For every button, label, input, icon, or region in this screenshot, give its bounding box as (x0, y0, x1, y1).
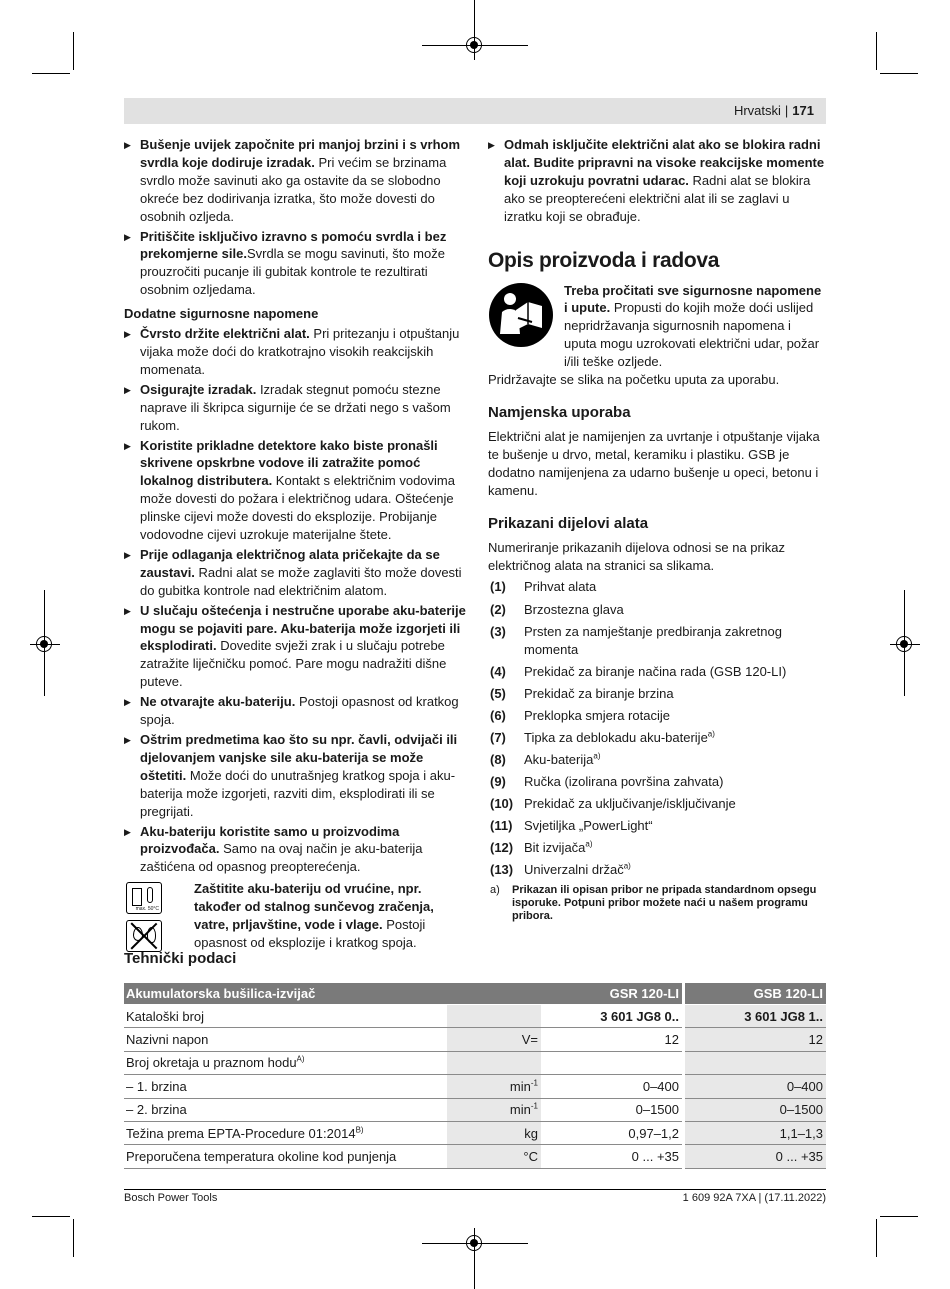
bullet-text: Može doći do unutrašnjeg kratkog spoja i aku-baterija može izgorjeti, razviti dim, eksplodirati ili se pregrijati. (140, 767, 456, 819)
list-item: (2) Brzostezna glava (490, 601, 624, 617)
note-bold: Treba pročitati sve sigurnosne napomene i upute. (564, 282, 822, 316)
footnote-text: Prikazan ili opisan pribor ne pripada standardnom opsegu isporuke. Potpuni pribor možete naći u našem programu pribora. (512, 883, 817, 923)
bullet-item (124, 546, 466, 600)
list-item: (12) Bit izvijača$^{a)}$ (490, 840, 593, 856)
print-mark-bottom-right-v (876, 1219, 877, 1257)
bullet-bold: Aku-bateriju koristite samo u proizvodima proizvođača. (140, 823, 400, 857)
table-row: Težina prema EPTA-Procedure $01:2014^{B)}$ kg 0,97–1,2 1,1–1,3 (124, 1121, 826, 1144)
bullet-text: Svrdla se mogu savinuti, što može prouzročiti pucanje ili gubitak kontrole te rezultirati osobnim ozljedama. (140, 246, 445, 298)
battery-heat-icon (126, 882, 162, 914)
list-item: (6) Preklopka smjera rotacije (490, 707, 670, 723)
footnote-mark: a) (490, 883, 500, 896)
bullet-item (124, 693, 466, 729)
list-item: (7) Tipka za deblokadu aku-baterije$^{a)}$ (490, 729, 715, 745)
bullet-item (124, 437, 466, 544)
bullet-text: Dovedite svježi zrak i u slučaju potrebe zatražite liječničku pomoć. Pare mogu nadražiti dišne puteve. (140, 638, 447, 690)
battery-heat-icon-label: max. 50°C (135, 906, 159, 913)
list-item: (1) Prihvat alata (490, 579, 597, 595)
components-intro: Numeriranje prikazanih dijelova odnosi se na prikaz električnog alata na stranici sa slikama. (488, 539, 785, 573)
read-after-text: Pridržavajte se slika na početku uputa za uporabu. (488, 372, 780, 388)
bullet-bold: Osigurajte izradak. (140, 381, 257, 397)
left-column (124, 136, 466, 954)
safety-bullets-top (124, 136, 466, 299)
bullet-text: Samo na ovaj način je aku-baterija zaštićena od opasnog preopterećenja. (140, 841, 423, 875)
bullet-bold: Bušenje uvijek započnite pri manjoj brzini i s vrhom svrdla koje dodiruje izradak. (140, 137, 461, 170)
list-item: (8) Aku-baterija$^{a)}$ (490, 751, 601, 767)
bullet-bold: Ne otvarajte aku-bateriju. (140, 694, 296, 710)
list-item: (9) Ručka (izolirana površina zahvata) (490, 774, 724, 790)
list-item: (5) Prekidač za biranje brzina (490, 685, 674, 701)
components-list (488, 578, 826, 879)
print-mark-bottom-left-v (73, 1219, 74, 1257)
subheading-additional-safety: Dodatne sigurnosne napomene (124, 306, 319, 322)
section-title: Opis proizvoda i radova (488, 248, 720, 272)
header-language: Hrvatski (733, 103, 781, 118)
no-fire-water-icon (126, 920, 162, 952)
bullet-text: Radni alat se može zaglaviti što može dovesti do gubitka kontrole nad električnim alatom. (140, 564, 462, 598)
bullet-text: Pri većim se brzinama svrdlo može savinuti ako ga ostavite da se slobodno okreće bez dodirivanja izratka, što može dovesti do osobnih ozljeda. (140, 154, 447, 224)
heat-warning-note (124, 880, 466, 954)
bullet-text: Radni alat se blokira ako se preopterećeni električni alat ili se zaglavi u izratku koji se obrađuje. (504, 172, 811, 224)
list-item: (11) Svjetiljka „PowerLight“ (490, 818, 653, 834)
bullet-bold: Čvrsto držite električni alat. (140, 326, 310, 342)
bullet-text: Pri pritezanju i otpuštanju vijaka može doći do kratkotrajno visokih reakcijskih momenata. (140, 326, 460, 377)
bullet-bold: Koristite prikladne detektore kako biste pronašli skrivene opskrbne vodove ili zatražite pomoć lokalnog distributera. (140, 437, 438, 489)
bullet-item (124, 136, 466, 226)
table-header-label: Akumulatorska bušilica-izvijač (124, 983, 447, 1005)
bullet-text: Izradak stegnut pomoću stezne naprave ili škripca sigurnije će se držati nego s vašom rukom. (140, 381, 451, 433)
bullet-text: Postoji opasnost od kratkog spoja. (140, 694, 459, 728)
print-mark-top-left-h (32, 73, 70, 74)
bullet-bold: Prije odlaganja električnog alata pričekajte da se zaustavi. (140, 546, 440, 580)
footer-doc-number: 1 609 92A 7XA | (17.11.2022) (682, 1192, 826, 1204)
table-row: Kataloški broj 3 601 JG8 0.. 3 601 JG8 1.. (124, 1005, 826, 1028)
page-header (124, 98, 826, 124)
bullet-item (124, 731, 466, 821)
intended-use-text: Električni alat je namijenjen za uvrtanje i otpuštanje vijaka te bušenje u drvo, metal, keramiku i plastiku. GSB je dodatno namijenjena za udarno bušenje u opeci, betonu i kamenu. (488, 428, 820, 498)
print-mark-bottom-left-h (32, 1216, 70, 1217)
header-text: Hrvatski | 171 (733, 103, 814, 118)
list-item: (10) Prekidač za uključivanje/isključivanje (490, 796, 736, 812)
table-header-row (124, 983, 826, 1005)
list-item: (4) Prekidač za biranje načina rada (GSB 120-LI) (490, 663, 787, 679)
list-item: (13) Univerzalni držač$^{a)}$ (490, 862, 631, 878)
footer-brand: Bosch Power Tools (124, 1192, 218, 1204)
bullet-text: Kontakt s električnim vodovima može dovesti do požara i električnog udara. Oštećenje plinske cijevi može dovesti do eksplozije. Probijanje vodovodne cijevi uzrokuje materijalne štete. (140, 473, 455, 543)
print-mark-top-left-v (73, 32, 74, 70)
table-header-model-2: GSB 120-LI (684, 983, 827, 1005)
table-row: – 2. brzina $\min^{-1}$ 0–1500 0–1500 (124, 1098, 826, 1121)
bullet-item (124, 228, 466, 300)
list-item: (3) Prsten za namještanje predbiranja zakretnog momenta (490, 623, 782, 657)
note-text: Propusti do kojih može doći uslijed nepridržavanja sigurnosnih napomena i uputa mogu uzrokovati električni udar, požar i/ili teške ozljede. (564, 300, 820, 370)
print-mark-bottom-right-h (880, 1216, 918, 1217)
bullet-item (124, 602, 466, 692)
bullet-item (488, 136, 826, 226)
bullet-item (124, 381, 466, 435)
table-row: Broj okretaja u praznom hodu$^{A)}$ (124, 1051, 826, 1074)
table-header-model-1: GSR 120-LI (541, 983, 684, 1005)
safety-bullets (124, 325, 466, 876)
note-text: Postoji opasnost od eksplozije i kratkog spoja. (194, 917, 426, 950)
print-mark-top-right-v (876, 32, 877, 70)
accessory-footnote (488, 884, 826, 924)
bullet-item (124, 823, 466, 877)
tech-data-table (124, 983, 826, 1169)
intended-use-title: Namjenska uporaba (488, 403, 631, 421)
bullet-bold: U slučaju oštećenja i nestručne uporabe aku-baterije mogu se pojaviti pare. Aku-baterija može izgorjeti ili eksplodirati. (140, 602, 466, 654)
read-instructions-note (488, 282, 826, 372)
page-number: 171 (792, 103, 814, 118)
components-title: Prikazani dijelovi alata (488, 514, 649, 532)
note-bold: Zaštitite aku-bateriju od vrućine, npr. također od stalnog sunčevog zračenja, vatre, prljavštine, vode i vlage. (194, 881, 434, 933)
bullet-item (124, 325, 466, 379)
table-row: Nazivni napon V= 12 12 (124, 1028, 826, 1051)
right-column (488, 136, 826, 924)
table-row: – 1. brzina $\min^{-1}$ 0–400 0–400 (124, 1075, 826, 1098)
read-manual-icon (488, 282, 554, 348)
bullet-bold: Oštrim predmetima kao što su npr. čavli, odvijači ili djelovanjem vanjske sile aku-baterija se može oštetiti. (140, 732, 458, 783)
bullet-bold: Odmah isključite električni alat ako se blokira radni alat. Budite pripravni na visoke reakcijske momente koji uzrokuju povratni udarac. (504, 137, 825, 188)
table-row: Preporučena temperatura okoline kod punjenja °C 0 ... +35 0 ... +35 (124, 1145, 826, 1168)
table-header-unit (447, 983, 541, 1005)
footer-divider (124, 1189, 826, 1190)
bullet-bold: Pritiščite isključivo izravno s pomoću svrdla i bez prekomjerne sile. (140, 228, 447, 262)
tech-data-title: Tehnički podaci (124, 950, 237, 967)
print-mark-top-right-h (880, 73, 918, 74)
